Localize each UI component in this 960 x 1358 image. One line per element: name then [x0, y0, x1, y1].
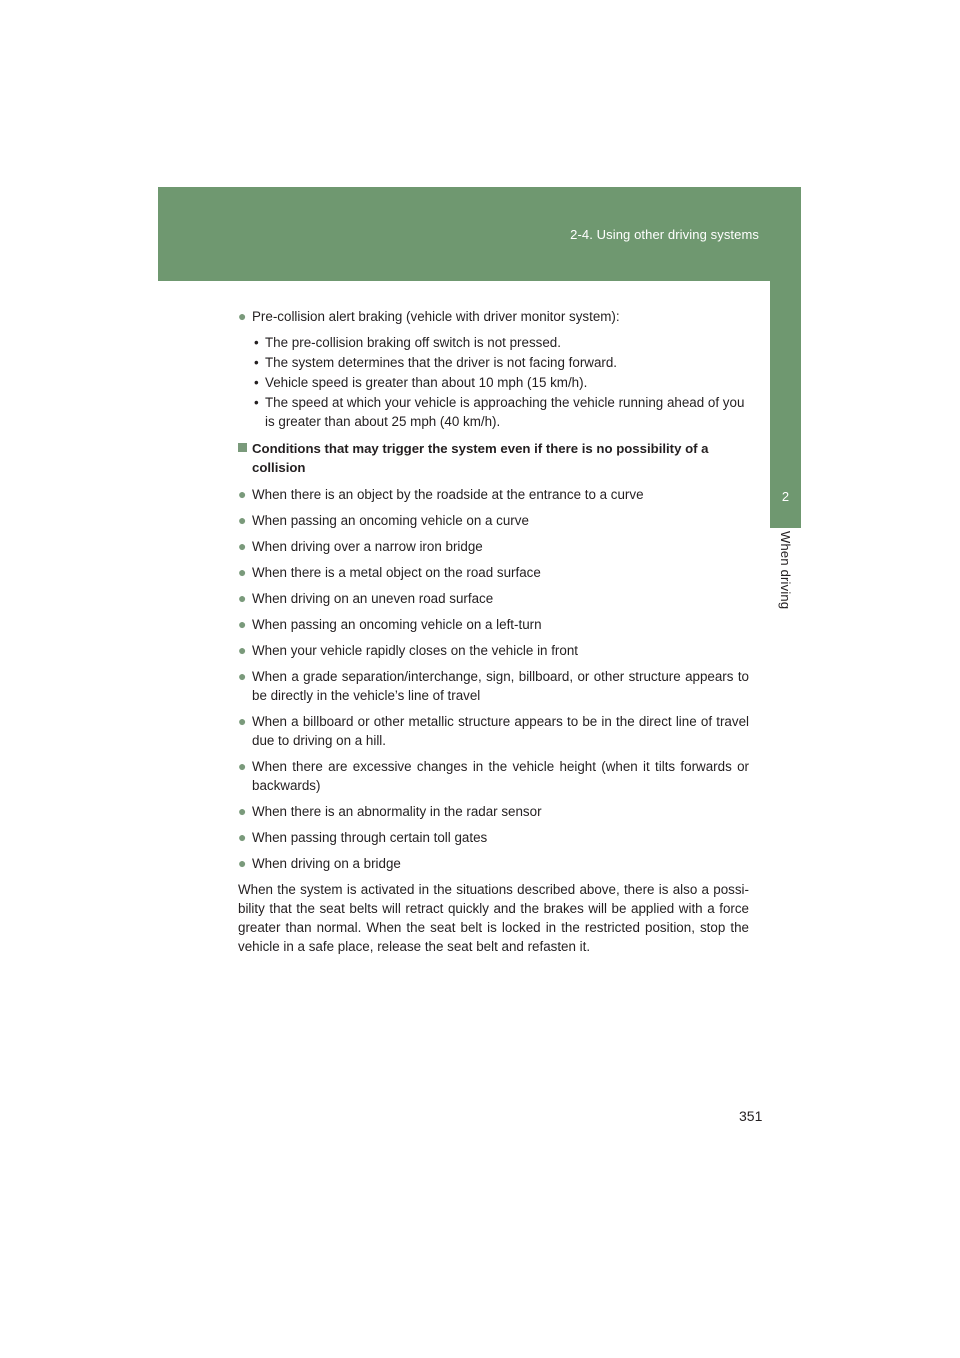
list-item: ● When there are excessive changes in the vehicle height (when it tilts forwards or backwards) — [238, 758, 749, 793]
list-item: ● When passing an oncoming vehicle on a curve — [238, 512, 529, 528]
circle-bullet-icon: ● — [238, 616, 247, 632]
circle-bullet-icon: ● — [238, 486, 247, 502]
condition-item: • The pre-collision braking off switch is not pressed. — [254, 335, 561, 350]
trigger-heading: Conditions that may trigger the system even if there is no possibility of a collision — [238, 439, 749, 477]
condition-item: • The system determines that the driver is not facing forward. — [254, 355, 618, 370]
alert-braking-conditions — [254, 333, 749, 431]
dot-icon: • — [254, 375, 259, 390]
page-content — [238, 307, 749, 969]
list-item: ● When there is a metal object on the road surface — [238, 564, 541, 580]
circle-bullet-icon: ● — [238, 512, 247, 528]
circle-bullet-icon: ● — [238, 668, 247, 684]
list-item: ● When passing through certain toll gates — [238, 829, 488, 845]
circle-bullet-icon: ● — [238, 829, 247, 845]
chapter-number: 2 — [781, 489, 790, 504]
list-item: ● When passing an oncoming vehicle on a left-turn — [238, 616, 542, 632]
list-item: ● When a grade separation/interchange, sign, billboard, or other structure appears to be directly in the vehicle’s line of travel — [238, 668, 749, 703]
list-item: ● When driving on an uneven road surface — [238, 590, 494, 606]
section-header-band — [158, 187, 801, 281]
circle-bullet-icon: ● — [238, 713, 247, 729]
list-item: ● When driving over a narrow iron bridge — [238, 538, 483, 554]
list-item: ● When driving on a bridge — [238, 855, 401, 871]
list-item: ● When a billboard or other metallic structure appears to be in the direct line of travel due to driving on a hill. — [238, 713, 749, 748]
list-item: ● When your vehicle rapidly closes on the vehicle in front — [238, 642, 579, 658]
list-item: ● When there is an object by the roadside at the entrance to a curve — [238, 486, 644, 502]
square-heading-icon — [238, 443, 247, 452]
page-number: 351 — [739, 1108, 763, 1124]
trigger-note: When the system is activated in the situations described above, there is also a possi-bility that the seat belts will retract quickly and the brakes will be applied with a force greater than normal. When the seat belt is locked in the restricted position, stop the vehicle in a safe place, release the seat belt and refasten it. — [238, 882, 749, 954]
chapter-label: When driving — [778, 531, 793, 610]
circle-bullet-icon: ● — [238, 803, 247, 819]
dot-icon: • — [254, 395, 259, 410]
alert-braking-title: Pre-collision alert braking (vehicle with driver monitor system): — [252, 309, 620, 324]
alert-braking-item — [238, 307, 749, 326]
circle-bullet-icon: ● — [238, 642, 247, 658]
circle-bullet-icon: ● — [238, 855, 247, 871]
circle-bullet-icon: ● — [238, 538, 247, 554]
circle-bullet-icon: ● — [238, 590, 247, 606]
list-item: ● When there is an abnormality in the radar sensor — [238, 803, 542, 819]
condition-item: • Vehicle speed is greater than about 10 mph (15 km/h). — [254, 375, 588, 390]
trigger-list — [238, 485, 749, 956]
circle-bullet-icon: ● — [238, 758, 247, 774]
chapter-tab — [770, 281, 801, 528]
dot-icon: • — [254, 355, 259, 370]
circle-bullet-icon: ● — [238, 308, 247, 324]
chapter-tab-label-box — [770, 531, 801, 631]
condition-item: • The speed at which your vehicle is approaching the vehicle running ahead of you is greater than about 25 mph (40 km/h). — [254, 395, 745, 429]
dot-icon: • — [254, 335, 259, 350]
circle-bullet-icon: ● — [238, 564, 247, 580]
section-title: 2-4. Using other driving systems — [570, 227, 759, 242]
